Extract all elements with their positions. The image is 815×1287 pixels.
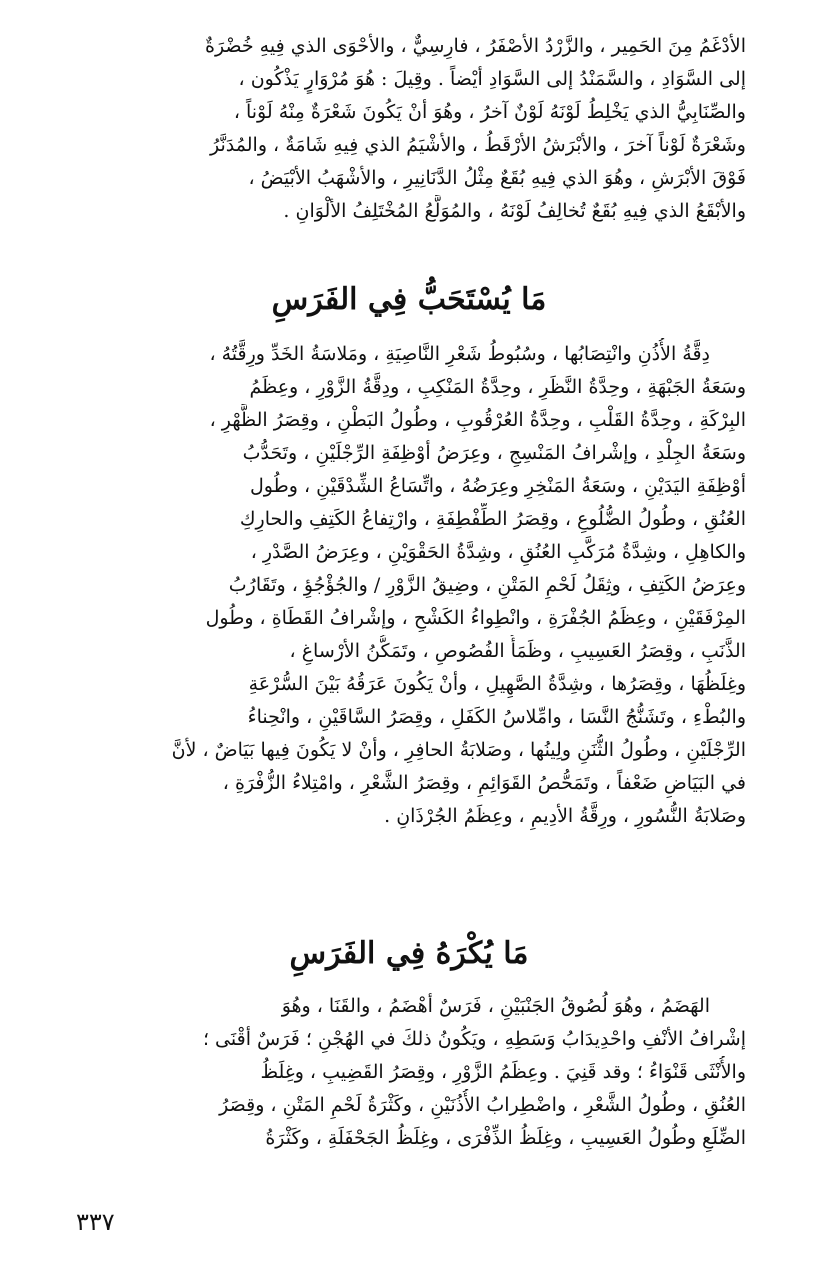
- text-line: والأُنْثَى قَنْوَاءُ ؛ وقد قَنِيَ . وعِظَمُ الزَّوْرِ ، وقِصَرُ القَضِيبِ ، وغِلَظُ: [260, 1061, 746, 1083]
- section-heading-desirable: مَا يُسْتَحَبُّ فِي الفَرَسِ: [271, 282, 547, 317]
- text-line: المِرْفَقَيْنِ ، وعِظَمُ الجُفْرَةِ ، وانْطِواءُ الكَشْحِ ، وإشْرافُ القَطَاةِ ، وطُول: [205, 607, 746, 629]
- paragraph-undesirable: [72, 990, 746, 1155]
- text-line: والصِّنَابِيُّ الذي يَخْلِطُ لَوْنَهُ لَوْنٌ آخرُ ، وهُوَ أنْ يَكُونَ شَعْرَةٌ مِنْهُ لَوْناً ،: [233, 101, 746, 123]
- text-line: دِقَّةُ الأُذُنِ وانْتِصَابُها ، وسُبُوطُ شَعْرِ النَّاصِيَةِ ، ومَلاسَةُ الخَدِّ ورِقَّتُهُ ،: [209, 343, 710, 365]
- page-number: ٣٣٧: [76, 1208, 115, 1236]
- text-line: وغِلَظُهَا ، وقِصَرُها ، وشِدَّةُ الصَّهِيلِ ، وأنْ يَكُونَ عَرَقُهُ بَيْنَ السُّرْعَةِ: [248, 673, 746, 695]
- text-line: العُنُقِ ، وطُولُ الضُّلُوعِ ، وقِصَرُ الطِّفْطِفَةِ ، وارْتِفاعُ الكَتِفِ والحارِكِ: [239, 508, 746, 530]
- text-line: الضِّلَعِ وطُولُ العَسِيبِ ، وغِلَظُ الذِّفْرَى ، وغِلَظُ الجَحْفَلَةِ ، وكَثْرَةُ: [265, 1127, 746, 1149]
- text-line: إشْرافُ الأنْفِ واحْدِيدَابُ وَسَطِهِ ، ويَكُونُ ذلكَ في الهُجْنِ ؛ فَرَسٌ أقْنَى ؛: [202, 1028, 746, 1050]
- text-line: وعِرَضُ الكَتِفِ ، وثِقَلُ لَحْمِ المَتْنِ ، وضِيقُ الزَّوْرِ / والجُؤْجُؤِ ، وتَقَارُبُ: [228, 574, 746, 596]
- text-line: وسَعَةُ الجَبْهَةِ ، وحِدَّةُ النَّظَرِ ، وحِدَّةُ المَنْكِبِ ، ودِقَّةُ الزَّوْرِ ، وعِظَمُ: [249, 376, 746, 398]
- text-line: الأدْغَمُ مِنَ الحَمِير ، والزَّرْدُ الأصْفَرُ ، فارِسِيٌّ ، والأحْوَى الذي فِيهِ خُضْرَةٌ: [204, 35, 746, 57]
- text-line: وشَعْرَةٌ لَوْناً آخرَ ، والأبْرَشُ الأرْقَطُ ، والأشْيَمُ الذي فِيهِ شَامَةٌ ، والمُدَنَّرُ: [210, 134, 746, 156]
- paragraph-desirable: [72, 338, 746, 833]
- text-line: الذَّنَبِ ، وقِصَرُ العَسِيبِ ، وظَمَأُ الفُصُوصِ ، وتَمَكُّنُ الأرْساغِ ،: [289, 640, 746, 662]
- text-line: والأبْقَعُ الذي فِيهِ بُقَعٌ تُخالِفُ لَوْنَهُ ، والمُوَلَّعُ المُخْتَلِفُ الألْوَانِ .: [283, 200, 746, 222]
- text-line: أوْظِفَةِ اليَدَيْنِ ، وسَعَةُ المَنْخِرِ وعِرَضُهُ ، واتِّسَاعُ الشِّدْقَيْنِ ، وطُول: [250, 475, 746, 497]
- text-line: وصَلابَةُ النُّسُورِ ، ورِقَّةُ الأدِيمِ ، وعِظَمُ الجُرْذَانِ .: [384, 805, 746, 827]
- text-line: فَوْقَ الأبْرَشِ ، وهُوَ الذي فِيهِ بُقَعٌ مِثْلُ الدَّنَانِيرِ ، والأشْهَبُ الأبْيَضُ ،: [248, 167, 746, 189]
- text-line: البِرْكَةِ ، وحِدَّةُ القَلْبِ ، وحِدَّةُ العُرْقُوبِ ، وطُولُ البَطْنِ ، وقِصَرُ الظَّهْرِ ،: [209, 409, 746, 431]
- text-line: والكاهِلِ ، وشِدَّةُ مُرَكَّبِ العُنُقِ ، وشِدَّةُ الحَقْوَيْنِ ، وعِرَضُ الصَّدْرِ ،: [250, 541, 746, 563]
- text-line: وسَعَةُ الجِلْدِ ، وإشْرافُ المَنْسِجِ ، وعِرَضُ أوْظِفَةِ الرِّجْلَيْنِ ، وتَحَدُّبُ: [242, 442, 746, 464]
- paragraph-colors: [72, 30, 746, 228]
- text-line: إلى السَّوَادِ ، والسَّمَنْدُ إلى السَّوَادِ أيْضاً . وقِيلَ : هُوَ مُرْوَارٍ يَذْكُون ،: [238, 68, 746, 90]
- text-line: العُنُقِ ، وطُولُ الشَّعْرِ ، واضْطِرابُ الأُذُنَيْنِ ، وكَثْرَةُ لَحْمِ المَتْنِ ، وقِصَرُ: [219, 1094, 746, 1116]
- text-line: الرِّجْلَيْنِ ، وطُولُ الثُّنَنِ ولِينُها ، وصَلابَةُ الحافِرِ ، وأنْ لا يَكُونَ فِيها بَيَاضٌ ، لأنَّ: [171, 739, 746, 761]
- section-heading-undesirable: مَا يُكْرَهُ فِي الفَرَسِ: [289, 936, 529, 971]
- text-line: في البَيَاضِ ضَعْفاً ، وتَمَحُّصُ القَوَائِمِ ، وقِصَرُ الشَّعْرِ ، وامْتِلاءُ الزُّفْرَةِ ،: [222, 772, 746, 794]
- text-line: الهَضَمُ ، وهُوَ لُصُوقُ الجَنْبَيْنِ ، فَرَسٌ أهْضَمُ ، والقَنَا ، وهُوَ: [281, 995, 710, 1017]
- text-line: والبُطْءِ ، وتَشَنُّجُ النَّسَا ، وامِّلاسُ الكَفَلِ ، وقِصَرُ السَّاقَيْنِ ، وانْحِناءُ: [247, 706, 746, 728]
